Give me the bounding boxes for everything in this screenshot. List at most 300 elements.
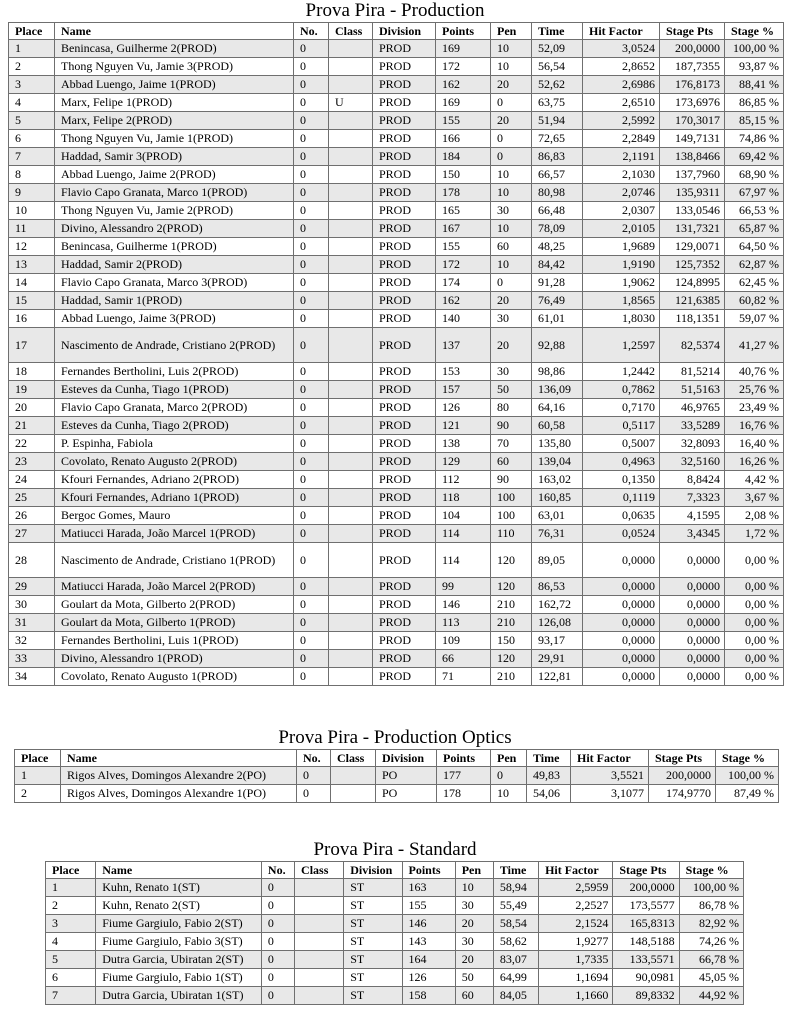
cell-name: Flavio Capo Granata, Marco 1(PROD) <box>55 184 294 202</box>
cell-no: 0 <box>294 507 329 525</box>
cell-pen: 100 <box>491 489 532 507</box>
cell-stage-pct: 16,76 % <box>725 417 784 435</box>
cell-points: 112 <box>436 471 491 489</box>
cell-division: PROD <box>373 184 436 202</box>
cell-pen: 10 <box>491 785 527 803</box>
cell-points: 71 <box>436 668 491 686</box>
cell-stage-pts: 174,9770 <box>649 785 716 803</box>
cell-pen: 60 <box>455 987 493 1005</box>
cell-place: 29 <box>9 578 55 596</box>
cell-no: 0 <box>261 897 294 915</box>
cell-no: 0 <box>294 76 329 94</box>
cell-stage-pts: 0,0000 <box>660 543 725 578</box>
header-division: Division <box>376 750 437 767</box>
cell-stage-pts: 0,0000 <box>660 668 725 686</box>
cell-stage-pct: 45,05 % <box>679 969 743 987</box>
cell-place: 6 <box>9 130 55 148</box>
cell-stage-pct: 88,41 % <box>725 76 784 94</box>
cell-division: PROD <box>373 76 436 94</box>
cell-hit-factor: 1,9190 <box>583 256 660 274</box>
cell-place: 5 <box>9 112 55 130</box>
cell-time: 64,16 <box>532 399 583 417</box>
cell-stage-pts: 148,5188 <box>613 933 679 951</box>
table-row <box>46 933 744 951</box>
cell-name: Haddad, Samir 2(PROD) <box>55 256 294 274</box>
cell-division: PROD <box>373 220 436 238</box>
cell-stage-pts: 170,3017 <box>660 112 725 130</box>
cell-stage-pct: 2,08 % <box>725 507 784 525</box>
cell-pen: 10 <box>491 58 532 76</box>
cell-division: PROD <box>373 471 436 489</box>
cell-stage-pts: 165,8313 <box>613 915 679 933</box>
cell-time: 61,01 <box>532 310 583 328</box>
cell-stage-pct: 0,00 % <box>725 650 784 668</box>
header-name: Name <box>61 750 297 767</box>
cell-division: PO <box>376 767 437 785</box>
production-optics-title: Prova Pira - Production Optics <box>278 727 512 748</box>
header-points: Points <box>437 750 491 767</box>
cell-division: PROD <box>373 112 436 130</box>
cell-pen: 110 <box>491 525 532 543</box>
cell-class <box>329 489 373 507</box>
cell-division: PROD <box>373 166 436 184</box>
cell-stage-pts: 81,5214 <box>660 363 725 381</box>
cell-place: 14 <box>9 274 55 292</box>
cell-pen: 30 <box>455 933 493 951</box>
cell-points: 146 <box>436 596 491 614</box>
cell-pen: 120 <box>491 650 532 668</box>
cell-pen: 210 <box>491 596 532 614</box>
cell-no: 0 <box>294 596 329 614</box>
cell-name: Flavio Capo Granata, Marco 3(PROD) <box>55 274 294 292</box>
cell-points: 155 <box>436 112 491 130</box>
cell-division: PROD <box>373 668 436 686</box>
cell-pen: 60 <box>491 453 532 471</box>
cell-place: 16 <box>9 310 55 328</box>
cell-name: Marx, Felipe 2(PROD) <box>55 112 294 130</box>
cell-no: 0 <box>294 614 329 632</box>
cell-points: 167 <box>436 220 491 238</box>
cell-stage-pct: 67,97 % <box>725 184 784 202</box>
cell-place: 8 <box>9 166 55 184</box>
cell-pen: 50 <box>455 969 493 987</box>
header-stage-pts: Stage Pts <box>613 862 679 879</box>
cell-time: 92,88 <box>532 328 583 363</box>
cell-time: 136,09 <box>532 381 583 399</box>
cell-class <box>329 507 373 525</box>
cell-name: Thong Nguyen Vu, Jamie 1(PROD) <box>55 130 294 148</box>
cell-class <box>329 148 373 166</box>
cell-place: 15 <box>9 292 55 310</box>
cell-no: 0 <box>294 238 329 256</box>
header-class: Class <box>329 23 373 40</box>
header-place: Place <box>9 23 55 40</box>
cell-stage-pts: 176,8173 <box>660 76 725 94</box>
table-row <box>9 363 784 381</box>
header-division: Division <box>373 23 436 40</box>
table-row <box>9 507 784 525</box>
cell-place: 33 <box>9 650 55 668</box>
cell-time: 98,86 <box>532 363 583 381</box>
cell-division: ST <box>344 933 402 951</box>
cell-hit-factor: 0,0000 <box>583 614 660 632</box>
cell-place: 1 <box>15 767 61 785</box>
cell-points: 104 <box>436 507 491 525</box>
cell-division: PROD <box>373 489 436 507</box>
cell-name: Haddad, Samir 3(PROD) <box>55 148 294 166</box>
table-row <box>46 987 744 1005</box>
header-stage-pts: Stage Pts <box>660 23 725 40</box>
cell-name: Nascimento de Andrade, Cristiano 1(PROD) <box>55 543 294 578</box>
cell-division: PROD <box>373 94 436 112</box>
cell-no: 0 <box>294 112 329 130</box>
cell-points: 118 <box>436 489 491 507</box>
cell-class <box>329 435 373 453</box>
header-points: Points <box>436 23 491 40</box>
cell-hit-factor: 0,1350 <box>583 471 660 489</box>
cell-place: 18 <box>9 363 55 381</box>
cell-stage-pct: 16,40 % <box>725 435 784 453</box>
cell-pen: 0 <box>491 94 532 112</box>
cell-division: PROD <box>373 202 436 220</box>
table-row <box>9 310 784 328</box>
cell-stage-pts: 8,8424 <box>660 471 725 489</box>
cell-name: Fiume Gargiulo, Fabio 2(ST) <box>96 915 262 933</box>
cell-hit-factor: 3,0524 <box>583 40 660 58</box>
cell-stage-pts: 124,8995 <box>660 274 725 292</box>
cell-stage-pct: 23,49 % <box>725 399 784 417</box>
cell-class <box>331 785 376 803</box>
cell-pen: 20 <box>455 951 493 969</box>
cell-place: 3 <box>46 915 96 933</box>
cell-stage-pct: 68,90 % <box>725 166 784 184</box>
cell-time: 66,48 <box>532 202 583 220</box>
cell-place: 12 <box>9 238 55 256</box>
cell-no: 0 <box>294 632 329 650</box>
cell-place: 3 <box>9 76 55 94</box>
cell-name: Thong Nguyen Vu, Jamie 3(PROD) <box>55 58 294 76</box>
cell-pen: 120 <box>491 543 532 578</box>
header-pen: Pen <box>491 23 532 40</box>
cell-points: 126 <box>402 969 455 987</box>
cell-stage-pct: 87,49 % <box>716 785 779 803</box>
cell-pen: 30 <box>491 202 532 220</box>
cell-points: 162 <box>436 292 491 310</box>
cell-time: 60,58 <box>532 417 583 435</box>
cell-class <box>329 399 373 417</box>
cell-place: 23 <box>9 453 55 471</box>
cell-place: 32 <box>9 632 55 650</box>
cell-pen: 50 <box>491 381 532 399</box>
cell-class <box>329 130 373 148</box>
cell-time: 162,72 <box>532 596 583 614</box>
cell-time: 29,91 <box>532 650 583 668</box>
cell-stage-pct: 62,45 % <box>725 274 784 292</box>
cell-points: 114 <box>436 525 491 543</box>
cell-points: 155 <box>436 238 491 256</box>
cell-no: 0 <box>294 417 329 435</box>
cell-class <box>295 933 344 951</box>
cell-name: Covolato, Renato Augusto 2(PROD) <box>55 453 294 471</box>
cell-time: 91,28 <box>532 274 583 292</box>
cell-points: 172 <box>436 58 491 76</box>
table-row <box>9 202 784 220</box>
cell-stage-pts: 33,5289 <box>660 417 725 435</box>
cell-place: 10 <box>9 202 55 220</box>
cell-place: 17 <box>9 328 55 363</box>
cell-division: PROD <box>373 435 436 453</box>
cell-class <box>329 417 373 435</box>
cell-time: 86,83 <box>532 148 583 166</box>
cell-stage-pct: 100,00 % <box>716 767 779 785</box>
cell-division: PO <box>376 785 437 803</box>
cell-division: PROD <box>373 417 436 435</box>
cell-place: 22 <box>9 435 55 453</box>
cell-hit-factor: 2,6510 <box>583 94 660 112</box>
cell-stage-pct: 44,92 % <box>679 987 743 1005</box>
cell-no: 0 <box>294 292 329 310</box>
cell-name: Dutra Garcia, Ubiratan 1(ST) <box>96 987 262 1005</box>
cell-points: 66 <box>436 650 491 668</box>
standard-title: Prova Pira - Standard <box>313 839 477 860</box>
cell-place: 31 <box>9 614 55 632</box>
cell-division: PROD <box>373 614 436 632</box>
cell-no: 0 <box>294 543 329 578</box>
production-optics-section <box>0 727 790 803</box>
cell-time: 135,80 <box>532 435 583 453</box>
cell-no: 0 <box>261 915 294 933</box>
cell-name: Divino, Alessandro 2(PROD) <box>55 220 294 238</box>
cell-division: PROD <box>373 363 436 381</box>
cell-time: 55,49 <box>493 897 538 915</box>
cell-class <box>329 202 373 220</box>
cell-stage-pts: 32,8093 <box>660 435 725 453</box>
cell-hit-factor: 1,9689 <box>583 238 660 256</box>
header-stage-pct: Stage % <box>679 862 743 879</box>
cell-stage-pct: 66,53 % <box>725 202 784 220</box>
cell-class <box>329 596 373 614</box>
cell-place: 6 <box>46 969 96 987</box>
cell-stage-pct: 60,82 % <box>725 292 784 310</box>
cell-no: 0 <box>294 220 329 238</box>
cell-pen: 20 <box>491 112 532 130</box>
cell-stage-pct: 85,15 % <box>725 112 784 130</box>
cell-class <box>331 767 376 785</box>
cell-stage-pts: 0,0000 <box>660 614 725 632</box>
cell-hit-factor: 1,1660 <box>539 987 613 1005</box>
cell-division: PROD <box>373 292 436 310</box>
cell-no: 0 <box>294 471 329 489</box>
cell-pen: 60 <box>491 238 532 256</box>
cell-stage-pts: 137,7960 <box>660 166 725 184</box>
cell-no: 0 <box>294 363 329 381</box>
cell-stage-pts: 90,0981 <box>613 969 679 987</box>
header-hit-factor: Hit Factor <box>571 750 649 767</box>
cell-stage-pct: 62,87 % <box>725 256 784 274</box>
cell-points: 166 <box>436 130 491 148</box>
cell-stage-pts: 89,8332 <box>613 987 679 1005</box>
cell-name: Haddad, Samir 1(PROD) <box>55 292 294 310</box>
cell-hit-factor: 2,5959 <box>539 879 613 897</box>
cell-no: 0 <box>294 489 329 507</box>
header-points: Points <box>402 862 455 879</box>
cell-points: 143 <box>402 933 455 951</box>
table-row <box>9 381 784 399</box>
header-no: No. <box>297 750 331 767</box>
header-time: Time <box>493 862 538 879</box>
cell-hit-factor: 1,7335 <box>539 951 613 969</box>
cell-name: Covolato, Renato Augusto 1(PROD) <box>55 668 294 686</box>
cell-hit-factor: 2,2849 <box>583 130 660 148</box>
table-row <box>9 543 784 578</box>
cell-stage-pts: 3,4345 <box>660 525 725 543</box>
cell-time: 139,04 <box>532 453 583 471</box>
cell-time: 63,75 <box>532 94 583 112</box>
table-row <box>9 668 784 686</box>
cell-stage-pct: 40,76 % <box>725 363 784 381</box>
cell-division: PROD <box>373 578 436 596</box>
standard-table <box>45 861 744 1005</box>
cell-stage-pct: 64,50 % <box>725 238 784 256</box>
cell-stage-pts: 51,5163 <box>660 381 725 399</box>
cell-pen: 150 <box>491 632 532 650</box>
cell-no: 0 <box>294 525 329 543</box>
table-row <box>46 951 744 969</box>
cell-name: Esteves da Cunha, Tiago 2(PROD) <box>55 417 294 435</box>
cell-pen: 20 <box>455 915 493 933</box>
header-division: Division <box>344 862 402 879</box>
table-row <box>9 148 784 166</box>
cell-stage-pct: 86,78 % <box>679 897 743 915</box>
table-row <box>9 166 784 184</box>
cell-name: Kfouri Fernandes, Adriano 1(PROD) <box>55 489 294 507</box>
cell-points: 165 <box>436 202 491 220</box>
cell-time: 54,06 <box>527 785 571 803</box>
cell-place: 13 <box>9 256 55 274</box>
cell-class <box>329 578 373 596</box>
cell-class <box>329 274 373 292</box>
table-row <box>9 453 784 471</box>
cell-stage-pct: 0,00 % <box>725 578 784 596</box>
cell-name: Esteves da Cunha, Tiago 1(PROD) <box>55 381 294 399</box>
table-row <box>15 785 779 803</box>
cell-stage-pct: 100,00 % <box>679 879 743 897</box>
cell-name: Benincasa, Guilherme 1(PROD) <box>55 238 294 256</box>
table-row <box>9 471 784 489</box>
cell-pen: 10 <box>491 184 532 202</box>
cell-stage-pct: 65,87 % <box>725 220 784 238</box>
cell-stage-pct: 0,00 % <box>725 632 784 650</box>
cell-pen: 0 <box>491 148 532 166</box>
cell-points: 146 <box>402 915 455 933</box>
table-row <box>9 578 784 596</box>
cell-pen: 20 <box>491 292 532 310</box>
cell-stage-pct: 16,26 % <box>725 453 784 471</box>
cell-class <box>329 363 373 381</box>
cell-stage-pct: 100,00 % <box>725 40 784 58</box>
cell-place: 27 <box>9 525 55 543</box>
cell-hit-factor: 2,1030 <box>583 166 660 184</box>
cell-hit-factor: 1,9062 <box>583 274 660 292</box>
cell-no: 0 <box>297 767 331 785</box>
cell-hit-factor: 0,1119 <box>583 489 660 507</box>
cell-no: 0 <box>261 951 294 969</box>
cell-time: 93,17 <box>532 632 583 650</box>
cell-time: 84,05 <box>493 987 538 1005</box>
cell-stage-pct: 25,76 % <box>725 381 784 399</box>
table-row <box>9 184 784 202</box>
table-row <box>15 767 779 785</box>
table-row <box>9 40 784 58</box>
cell-stage-pct: 3,67 % <box>725 489 784 507</box>
cell-class <box>329 381 373 399</box>
table-row <box>9 274 784 292</box>
cell-pen: 0 <box>491 274 532 292</box>
cell-stage-pts: 118,1351 <box>660 310 725 328</box>
cell-stage-pts: 138,8466 <box>660 148 725 166</box>
cell-pen: 30 <box>491 363 532 381</box>
cell-division: PROD <box>373 274 436 292</box>
cell-hit-factor: 0,0000 <box>583 578 660 596</box>
cell-hit-factor: 2,0307 <box>583 202 660 220</box>
cell-hit-factor: 0,7862 <box>583 381 660 399</box>
cell-stage-pct: 69,42 % <box>725 148 784 166</box>
header-class: Class <box>295 862 344 879</box>
table-row <box>9 220 784 238</box>
cell-pen: 20 <box>491 328 532 363</box>
cell-name: Matiucci Harada, João Marcel 1(PROD) <box>55 525 294 543</box>
cell-division: PROD <box>373 130 436 148</box>
cell-stage-pct: 4,42 % <box>725 471 784 489</box>
cell-time: 163,02 <box>532 471 583 489</box>
cell-place: 19 <box>9 381 55 399</box>
table-row <box>9 130 784 148</box>
cell-stage-pts: 131,7321 <box>660 220 725 238</box>
cell-time: 76,31 <box>532 525 583 543</box>
cell-time: 52,62 <box>532 76 583 94</box>
cell-points: 153 <box>436 363 491 381</box>
cell-stage-pts: 7,3323 <box>660 489 725 507</box>
table-row <box>9 632 784 650</box>
cell-points: 126 <box>436 399 491 417</box>
cell-place: 20 <box>9 399 55 417</box>
table-header-row <box>15 750 779 767</box>
cell-name: Fiume Gargiulo, Fabio 3(ST) <box>96 933 262 951</box>
cell-name: Rigos Alves, Domingos Alexandre 2(PO) <box>61 767 297 785</box>
cell-class <box>329 76 373 94</box>
cell-class <box>329 310 373 328</box>
cell-stage-pts: 200,0000 <box>660 40 725 58</box>
cell-stage-pts: 46,9765 <box>660 399 725 417</box>
cell-division: PROD <box>373 58 436 76</box>
table-row <box>9 292 784 310</box>
cell-points: 140 <box>436 310 491 328</box>
cell-place: 5 <box>46 951 96 969</box>
cell-hit-factor: 0,0524 <box>583 525 660 543</box>
cell-stage-pct: 66,78 % <box>679 951 743 969</box>
cell-stage-pct: 0,00 % <box>725 596 784 614</box>
cell-no: 0 <box>294 578 329 596</box>
cell-stage-pct: 0,00 % <box>725 614 784 632</box>
cell-place: 2 <box>46 897 96 915</box>
cell-division: PROD <box>373 256 436 274</box>
cell-name: Marx, Felipe 1(PROD) <box>55 94 294 112</box>
cell-no: 0 <box>294 148 329 166</box>
cell-time: 49,83 <box>527 767 571 785</box>
cell-no: 0 <box>261 933 294 951</box>
cell-name: Nascimento de Andrade, Cristiano 2(PROD) <box>55 328 294 363</box>
header-no: No. <box>294 23 329 40</box>
